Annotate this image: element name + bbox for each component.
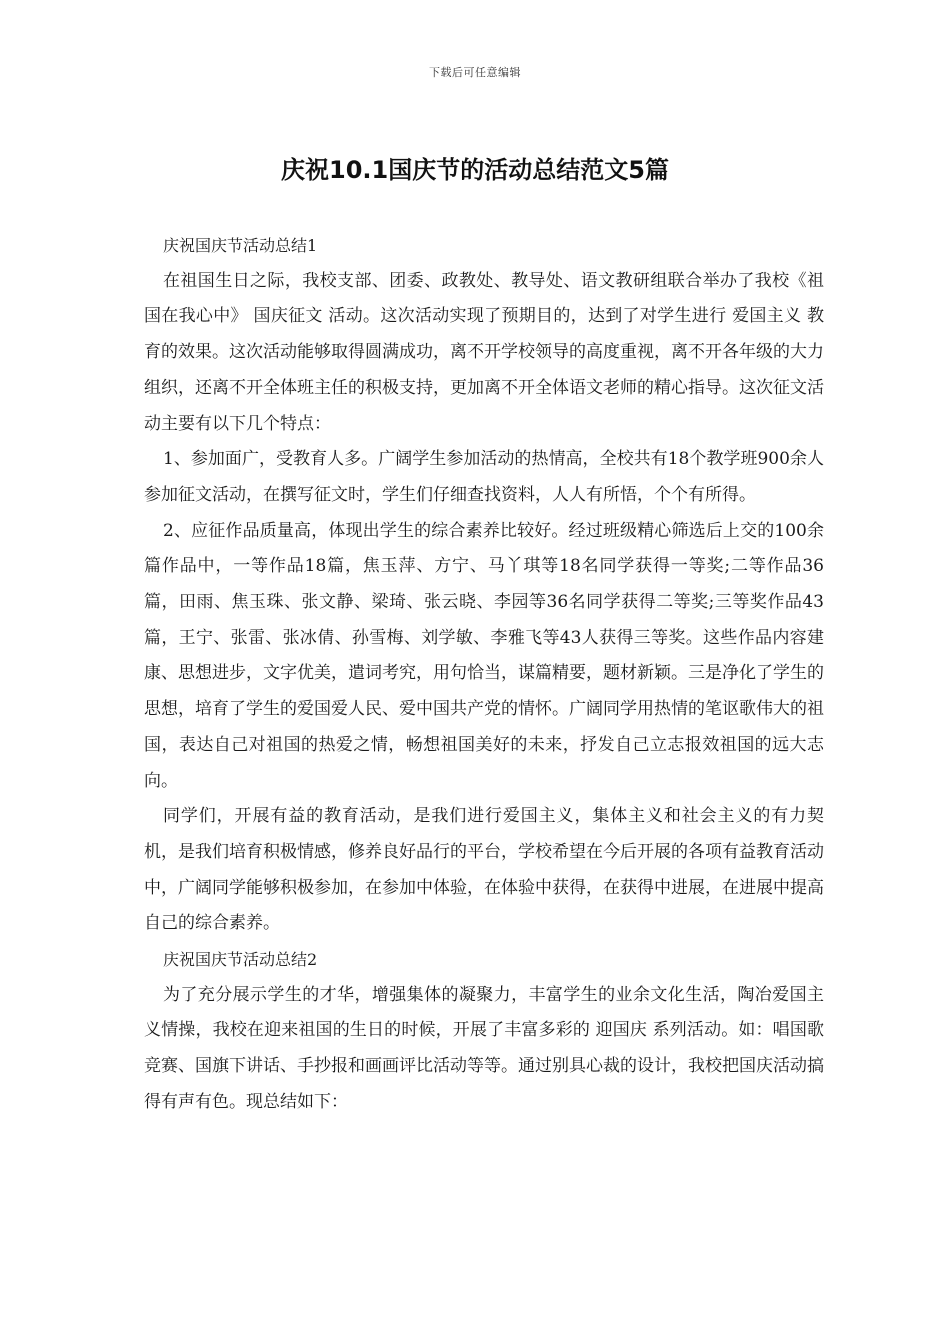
header-note: 下载后可任意编辑 <box>429 66 521 79</box>
document-body <box>144 228 824 1121</box>
paragraph: 2、应征作品质量高，体现出学生的综合素养比较好。经过班级精心筛选后上交的100余篇作品中，一等作品18篇，焦玉萍、方宁、马丫琪等18名同学获得一等奖;二等作品36篇，田雨、焦玉珠、张文静、梁琦、张云晓、李园等36名同学获得二等奖;三等奖作品43篇，王宁、张雷、张冰倩、孙雪梅、刘学敏、李雅飞等43人获得三等奖。这些作品内容建康、思想进步，文字优美，遣词考究，用句恰当，谋篇精要，题材新颖。三是净化了学生的思想，培育了学生的爱国爱人民、爱中国共产党的情怀。广阔同学用热情的笔讴歌伟大的祖国，表达自己对祖国的热爱之情，畅想祖国美好的未来，抒发自己立志报效祖国的远大志向。 <box>144 520 824 791</box>
section-heading: 庆祝国庆节活动总结2 <box>163 950 318 970</box>
paragraph: 同学们，开展有益的教育活动，是我们进行爱国主义，集体主义和社会主义的有力契机，是我们培育积极情感，修养良好品行的平台，学校希望在今后开展的各项有益教育活动中，广阔同学能够积极参加，在参加中体验，在体验中获得，在获得中进展，在进展中提高自己的综合素养。 <box>144 806 824 934</box>
paragraph: 1、参加面广，受教育人多。广阔学生参加活动的热情高，全校共有18个教学班900余人参加征文活动，在撰写征文时，学生们仔细查找资料，人人有所悟，个个有所得。 <box>144 449 824 505</box>
paragraph: 为了充分展示学生的才华，增强集体的凝聚力，丰富学生的业余文化生活，陶冶爱国主义情操，我校在迎来祖国的生日的时候，开展了丰富多彩的 迎国庆 系列活动。如：唱国歌竞赛、国旗下讲话、手抄报和画画评比活动等等。通过别具心裁的设计，我校把国庆活动搞得有声有色。现总结如下： <box>144 984 824 1112</box>
document-title: 庆祝10.1国庆节的活动总结范文5篇 <box>281 156 669 184</box>
paragraph: 在祖国生日之际，我校支部、团委、政教处、教导处、语文教研组联合举办了我校《祖国在我心中》 国庆征文 活动。这次活动实现了预期目的，达到了对学生进行 爱国主义 教育的效果。这次活动能够取得圆满成功，离不开学校领导的高度重视，离不开各年级的大力组织，还离不开全体班主任的积极支持，更加离不开全体语文老师的精心指导。这次征文活动主要有以下几个特点： <box>144 270 824 434</box>
section-heading: 庆祝国庆节活动总结1 <box>163 236 318 255</box>
